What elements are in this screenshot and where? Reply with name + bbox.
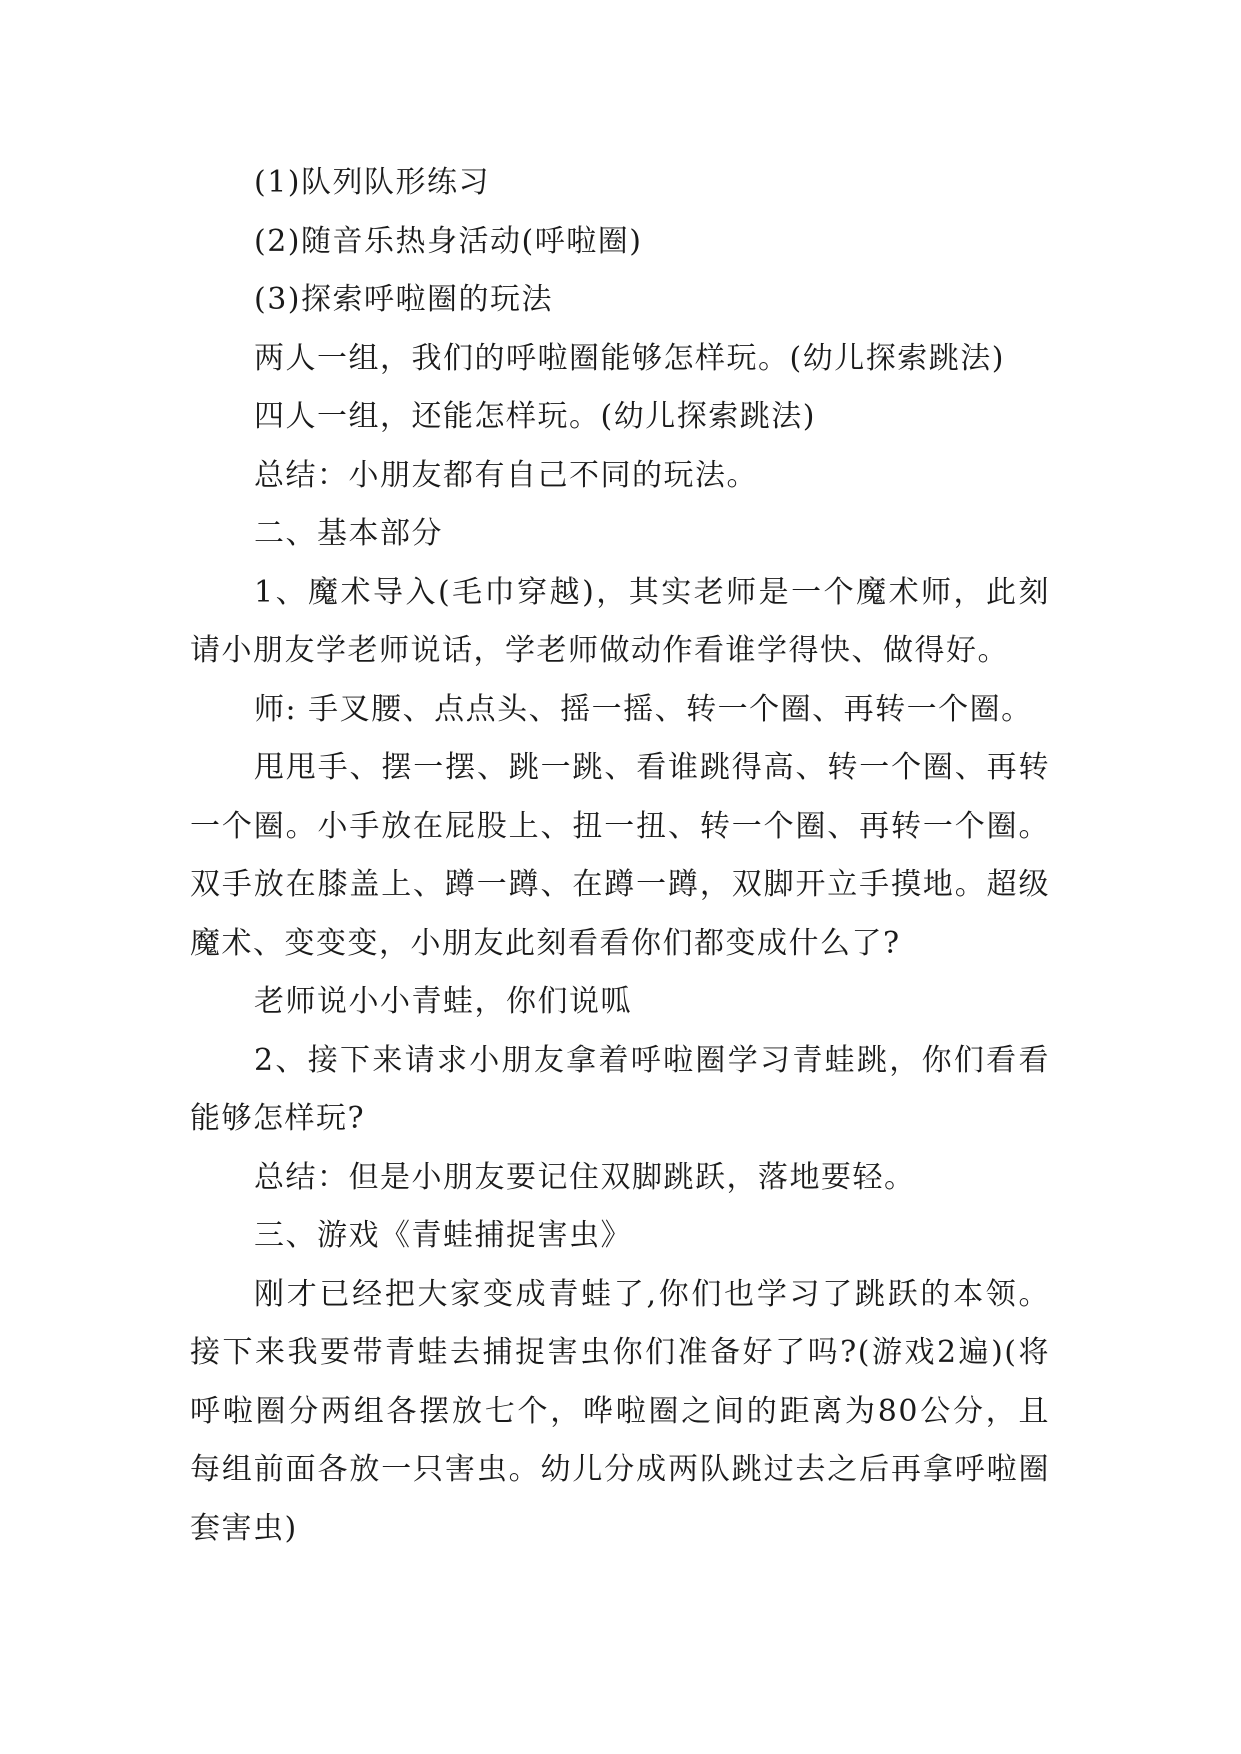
paragraph-frog-call: 老师说小小青蛙，你们说呱 xyxy=(254,984,632,1019)
paragraph-movements: 甩甩手、摆一摆、跳一跳、看谁跳得高、转一个圈、再转一个圈。小手放在屁股上、扭一扭、转一个圈、再转一个圈。双手放在膝盖上、蹲一蹲、在蹲一蹲，双脚开立手摸地。超级魔术、变变变，小朋友此刻看看你们都变成什么了? xyxy=(190,750,1050,961)
paragraph-explore: (3)探索呼啦圈的玩法 xyxy=(254,282,553,317)
paragraph-teacher-actions: 师: 手叉腰、点点头、摇一摇、转一个圈、再转一个圈。 xyxy=(254,691,1033,727)
paragraph-drill: (1)队列队形练习 xyxy=(254,165,490,200)
section-heading-basic: 二、基本部分 xyxy=(254,516,443,551)
paragraph-magic-intro: 1、魔术导入(毛巾穿越)，其实老师是一个魔术师，此刻请小朋友学老师说话，学老师做动作看谁学得快、做得好。 xyxy=(190,574,1050,668)
section-heading-game: 三、游戏《青蛙捕捉害虫》 xyxy=(254,1218,632,1253)
paragraph-summary-2: 总结：但是小朋友要记住双脚跳跃，落地要轻。 xyxy=(254,1159,916,1195)
paragraph-summary-1: 总结：小朋友都有自己不同的玩法。 xyxy=(254,457,758,493)
paragraph-groups-of-four: 四人一组，还能怎样玩。(幼儿探索跳法) xyxy=(254,399,816,434)
document-body xyxy=(190,154,1050,1558)
paragraph-game-rules: 刚才已经把大家变成青蛙了,你们也学习了跳跃的本领。接下来我要带青蛙去捕捉害虫你们准备好了吗?(游戏2遍)(将呼啦圈分两组各摆放七个，哗啦圈之间的距离为80公分，且每组前面各放一只害虫。幼儿分成两队跳过去之后再拿呼啦圈套害虫) xyxy=(190,1276,1050,1546)
paragraph-pairs: 两人一组，我们的呼啦圈能够怎样玩。(幼儿探索跳法) xyxy=(254,340,1005,376)
paragraph-warmup: (2)随音乐热身活动(呼啦圈) xyxy=(254,223,643,259)
paragraph-frog-jump: 2、接下来请求小朋友拿着呼啦圈学习青蛙跳，你们看看能够怎样玩? xyxy=(190,1042,1050,1136)
